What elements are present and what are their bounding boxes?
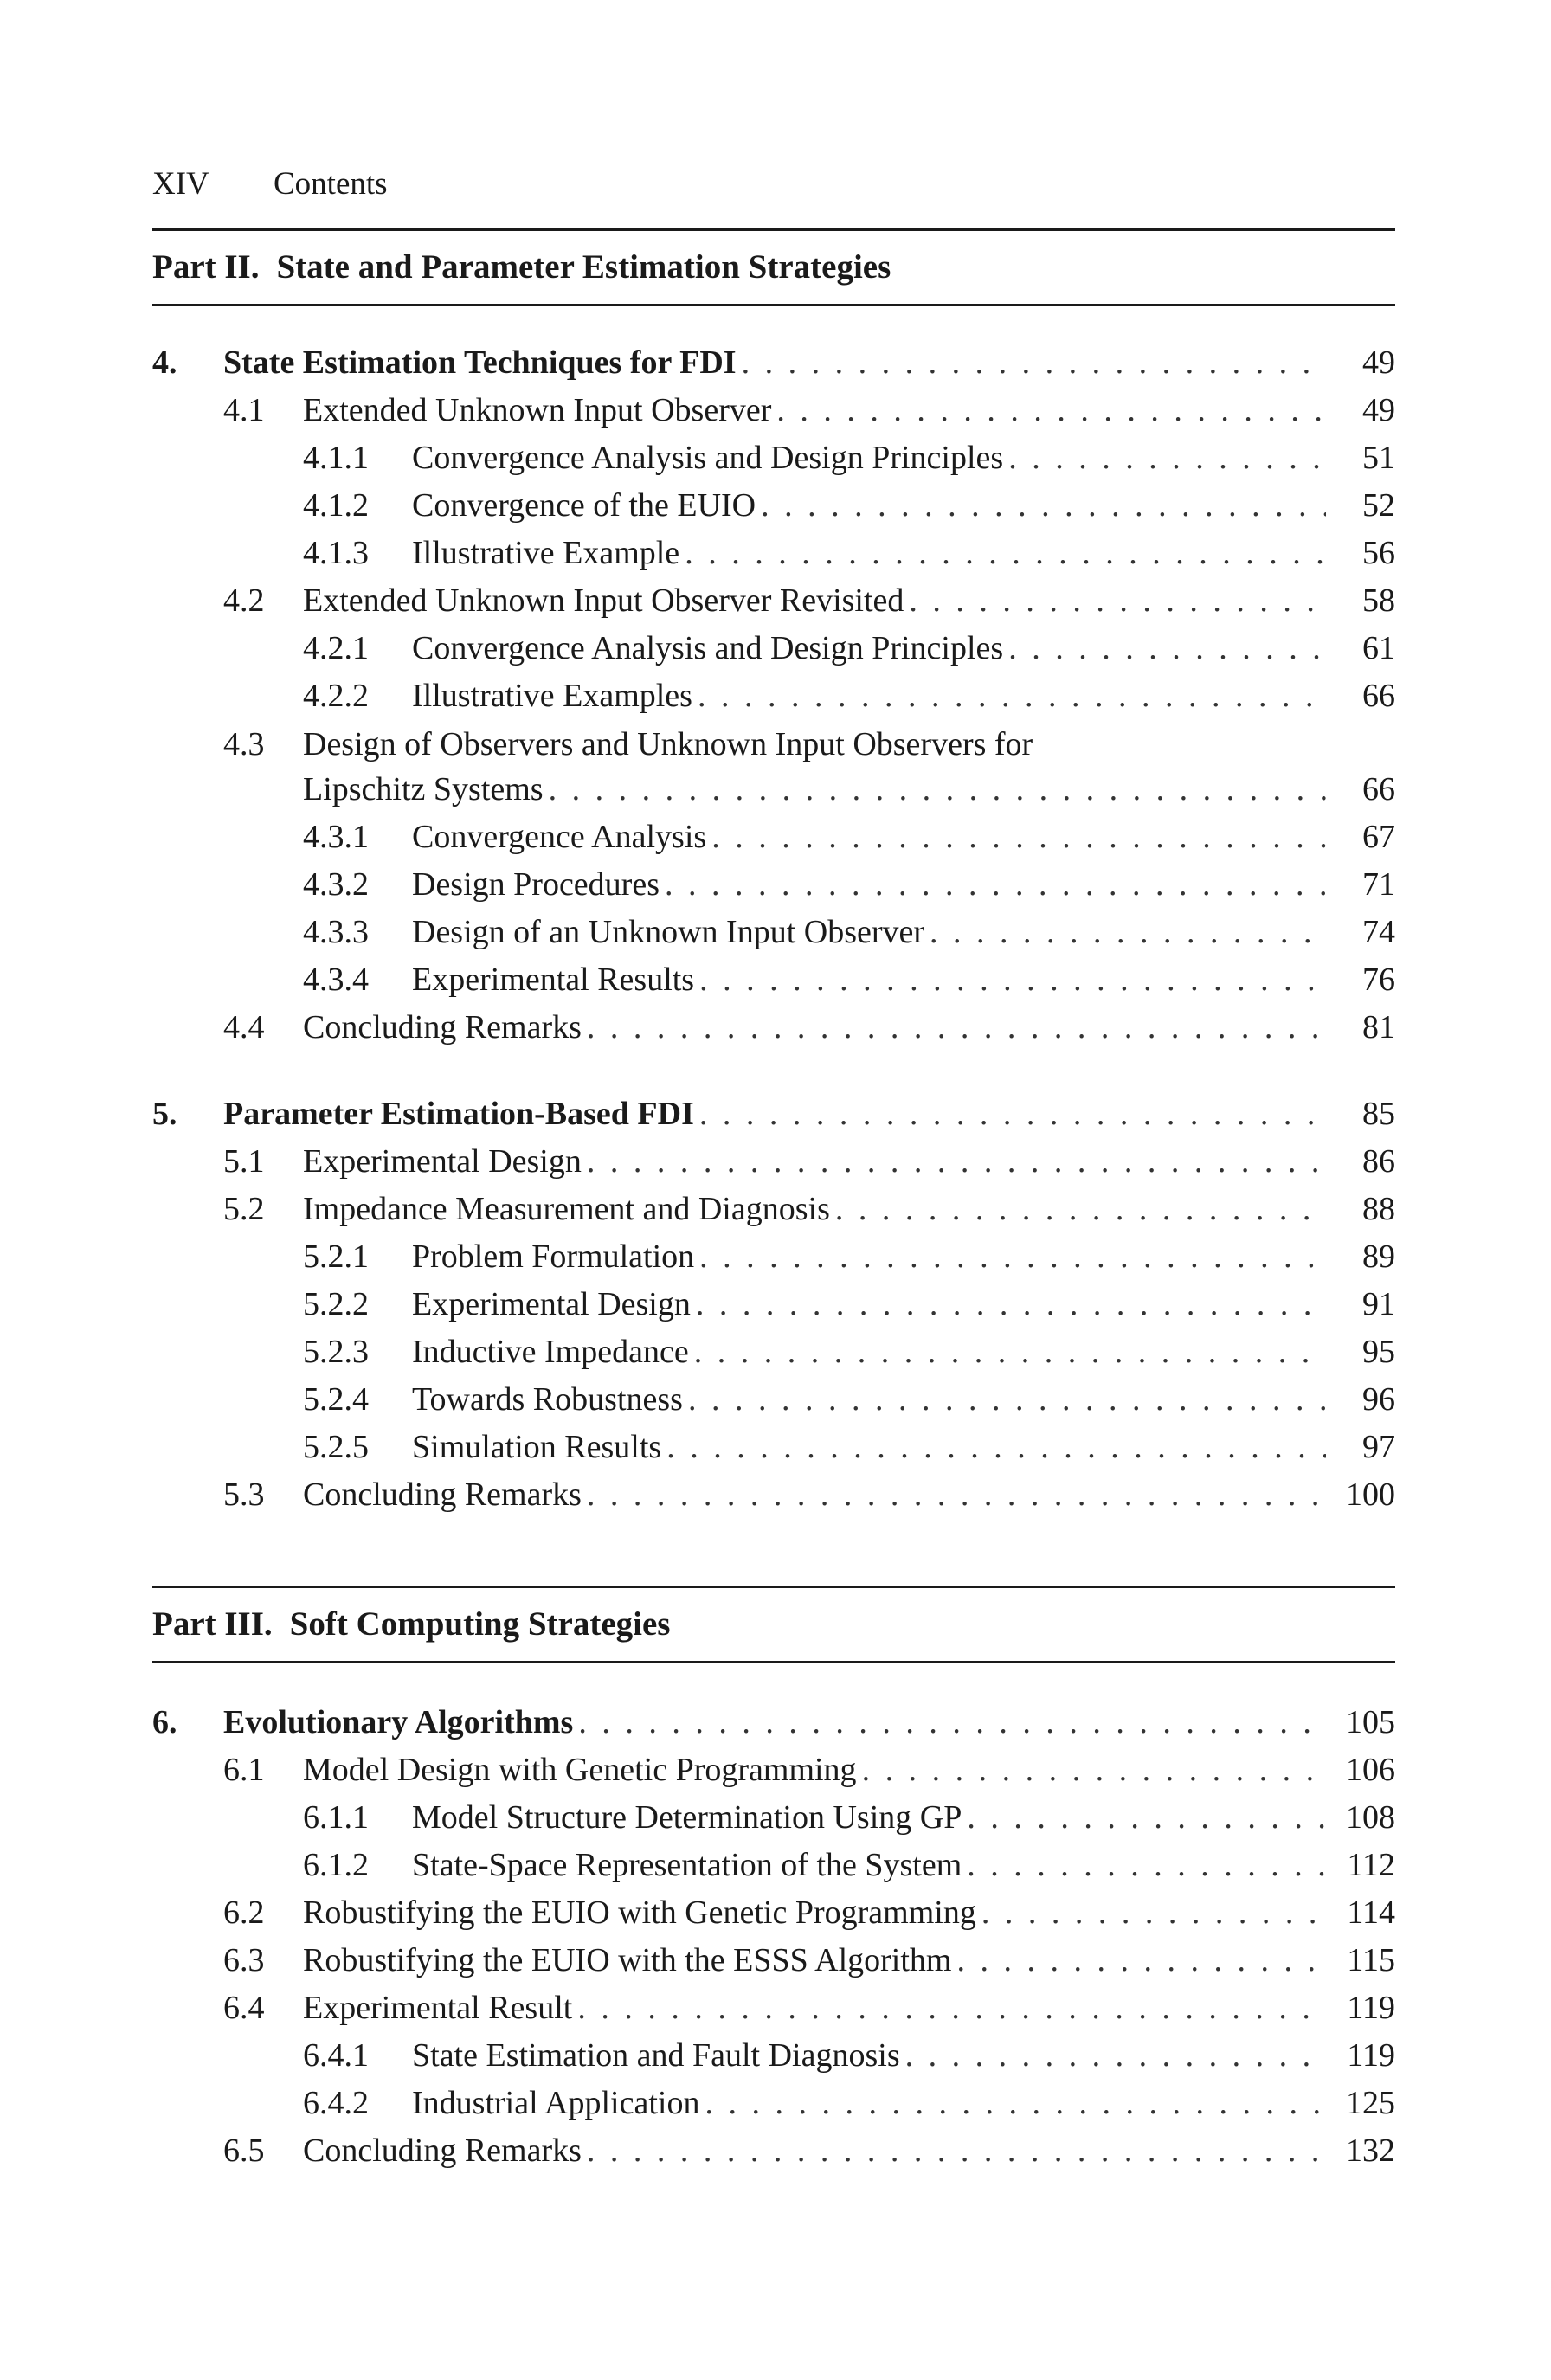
toc-section[interactable]: 6.4 Experimental Result . . . 119 [152,1984,1395,2032]
part-rule-bottom [152,1661,1395,1663]
header-section: Contents [274,166,388,202]
toc-subsection[interactable]: 5.2.1 Problem Formulation . . . 89 [152,1233,1395,1281]
toc-section[interactable]: 5.1 Experimental Design . . . 86 [152,1138,1395,1186]
toc-subsection[interactable]: 4.3.4 Experimental Results . . . 76 [152,956,1395,1004]
toc-chapter[interactable]: 5. Parameter Estimation-Based FDI . . . 85 [152,1090,1395,1138]
toc-section[interactable]: 6.3 Robustifying the EUIO with the ESSS Algorithm . . . 115 [152,1937,1395,1984]
toc-section[interactable]: 4.2 Extended Unknown Input Observer Revisited . . . 58 [152,577,1395,625]
toc-subsection[interactable]: 5.2.3 Inductive Impedance . . . 95 [152,1328,1395,1376]
toc-subsection[interactable]: 6.1.2 State-Space Representation of the System . . . 112 [152,1842,1395,1889]
toc-section[interactable]: 6.5 Concluding Remarks . . . 132 [152,2127,1395,2175]
part-title: State and Parameter Estimation Strategies [276,248,891,286]
toc-subsection[interactable]: 6.4.2 Industrial Application . . . 125 [152,2080,1395,2127]
toc-subsection[interactable]: 6.4.1 State Estimation and Fault Diagnosis . . . 119 [152,2032,1395,2080]
toc-subsection[interactable]: 6.1.1 Model Structure Determination Using GP . . . 108 [152,1794,1395,1842]
toc-subsection[interactable]: 4.1.2 Convergence of the EUIO . . . 52 [152,482,1395,530]
toc-section[interactable]: 6.2 Robustifying the EUIO with Genetic Programming . . . 114 [152,1889,1395,1937]
toc-subsection[interactable]: 4.2.1 Convergence Analysis and Design Principles . . . 61 [152,625,1395,672]
header-page-number: XIV [152,166,209,202]
toc-subsection[interactable]: 5.2.2 Experimental Design . . . 91 [152,1281,1395,1328]
part-3-heading [152,1586,1395,1663]
toc-subsection[interactable]: 5.2.5 Simulation Results . . . 97 [152,1424,1395,1471]
toc-section[interactable]: 4.4 Concluding Remarks . . . 81 [152,1004,1395,1052]
toc-subsection[interactable]: 4.1.3 Illustrative Example . . . 56 [152,530,1395,577]
toc-subsection[interactable]: 4.1.1 Convergence Analysis and Design Principles . . . 51 [152,434,1395,482]
toc-section[interactable]: 6.1 Model Design with Genetic Programming . . . 106 [152,1746,1395,1794]
toc-chapter[interactable]: 6. Evolutionary Algorithms . . . 105 [152,1699,1395,1746]
toc-subsection[interactable]: 4.2.2 Illustrative Examples . . . 66 [152,672,1395,720]
part-number: Part II. [152,248,260,286]
toc-subsection[interactable]: 5.2.4 Towards Robustness . . . 96 [152,1376,1395,1424]
part-number: Part III. [152,1605,273,1643]
toc-section-multiline[interactable]: 4.3 Design of Observers and Unknown Input Observers for Lipschitz Systems . . . 66 [152,722,1395,812]
part-rule-bottom [152,304,1395,306]
part-2-heading [152,228,1395,306]
toc-section[interactable]: 5.3 Concluding Remarks . . . 100 [152,1471,1395,1519]
toc-subsection[interactable]: 4.3.1 Convergence Analysis . . . 67 [152,814,1395,861]
toc-section[interactable]: 4.1 Extended Unknown Input Observer . . . 49 [152,387,1395,434]
toc-subsection[interactable]: 4.3.3 Design of an Unknown Input Observer . . . 74 [152,909,1395,956]
toc-chapter[interactable]: 4. State Estimation Techniques for FDI . . . 49 [152,339,1395,387]
toc-section[interactable]: 5.2 Impedance Measurement and Diagnosis . . . 88 [152,1186,1395,1233]
toc-subsection[interactable]: 4.3.2 Design Procedures . . . 71 [152,861,1395,909]
part-title: Soft Computing Strategies [289,1605,671,1643]
running-head [152,165,388,203]
